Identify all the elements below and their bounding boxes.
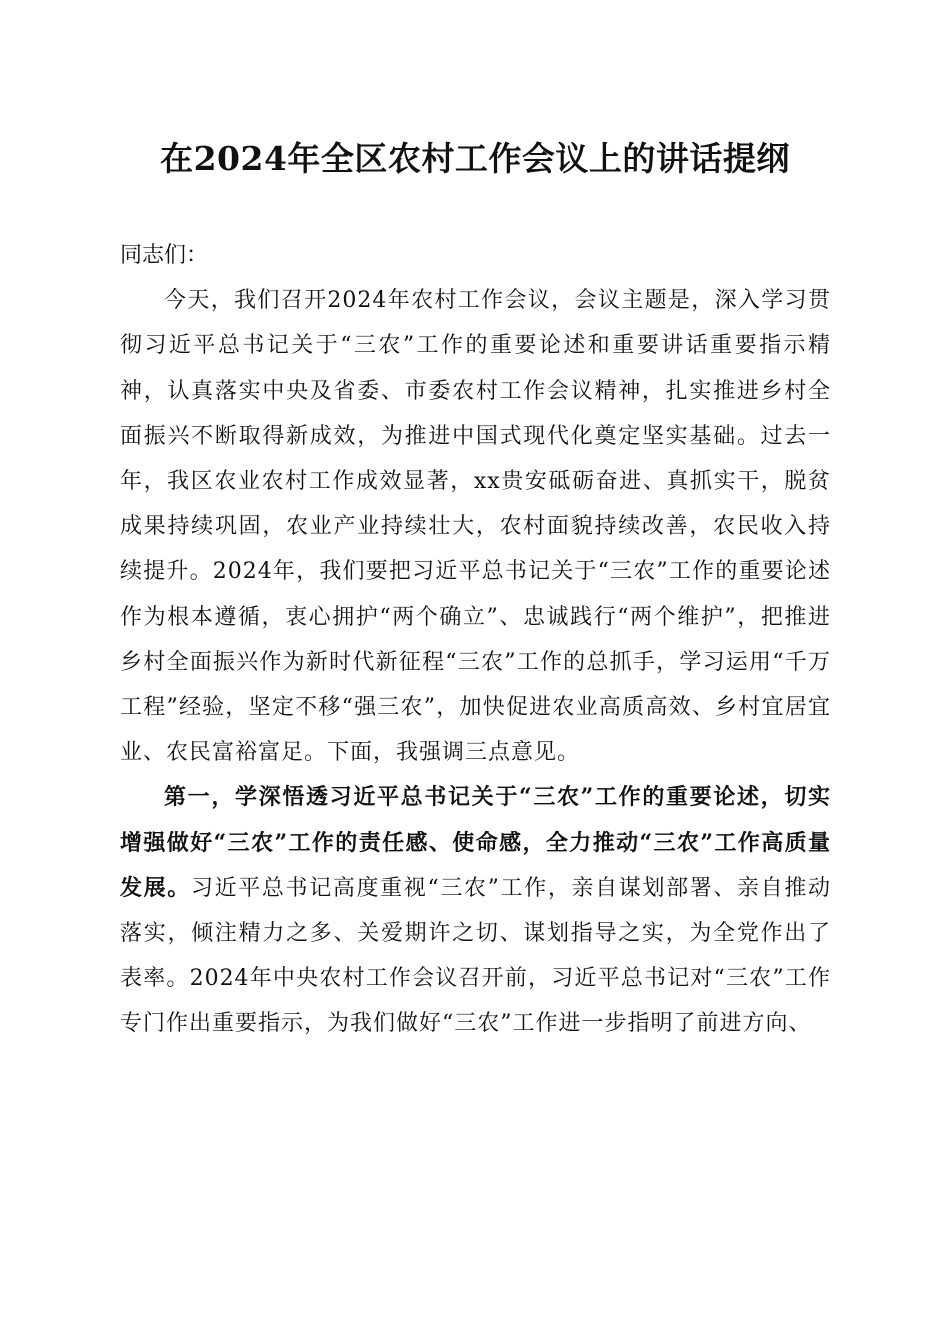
first-point-text: 习近平总书记高度重视“三农”工作，亲自谋划部署、亲自推动落实，倾注精力之多、关爱期许之切、谋划指导之实，为全党作出了表率。2024年中央农村工作会议召开前，习近平总书记对“三农”工作专门作出重要指示，为我们做好“三农”工作进一步指明了前进方向、 bbox=[120, 875, 831, 1037]
paragraph-intro: 今天，我们召开2024年农村工作会议，会议主题是，深入学习贯彻习近平总书记关于“三农”工作的重要论述和重要讲话重要指示精神，认真落实中央及省委、市委农村工作会议精神，扎实推进乡村全面振兴不断取得新成效，为推进中国式现代化奠定坚实基础。过去一年，我区农业农村工作成效显著，xx贵安砥砺奋进、真抓实干，脱贫成果持续巩固，农业产业持续壮大，农村面貌持续改善，农民收入持续提升。2024年，我们要把习近平总书记关于“三农”工作的重要论述作为根本遵循，衷心拥护“两个确立”、忠诚践行“两个维护”，把推进乡村全面振兴作为新时代新征程“三农”工作的总抓手，学习运用“千万工程”经验，坚定不移“强三农”，加快促进农业高质高效、乡村宜居宜业、农民富裕富足。下面，我强调三点意见。 bbox=[120, 288, 831, 766]
document-body bbox=[120, 233, 831, 1047]
first-point-heading: 第一，学深悟透习近平总书记关于“三农”工作的重要论述，切实增强做好“三农”工作的责任感、使命感，全力推动“三农”工作高质量发展。 bbox=[120, 784, 831, 901]
paragraph-first-point bbox=[120, 775, 831, 1046]
salutation: 同志们： bbox=[120, 243, 209, 268]
page-title: 在2024年全区农村工作会议上的讲话提纲 bbox=[160, 139, 790, 178]
